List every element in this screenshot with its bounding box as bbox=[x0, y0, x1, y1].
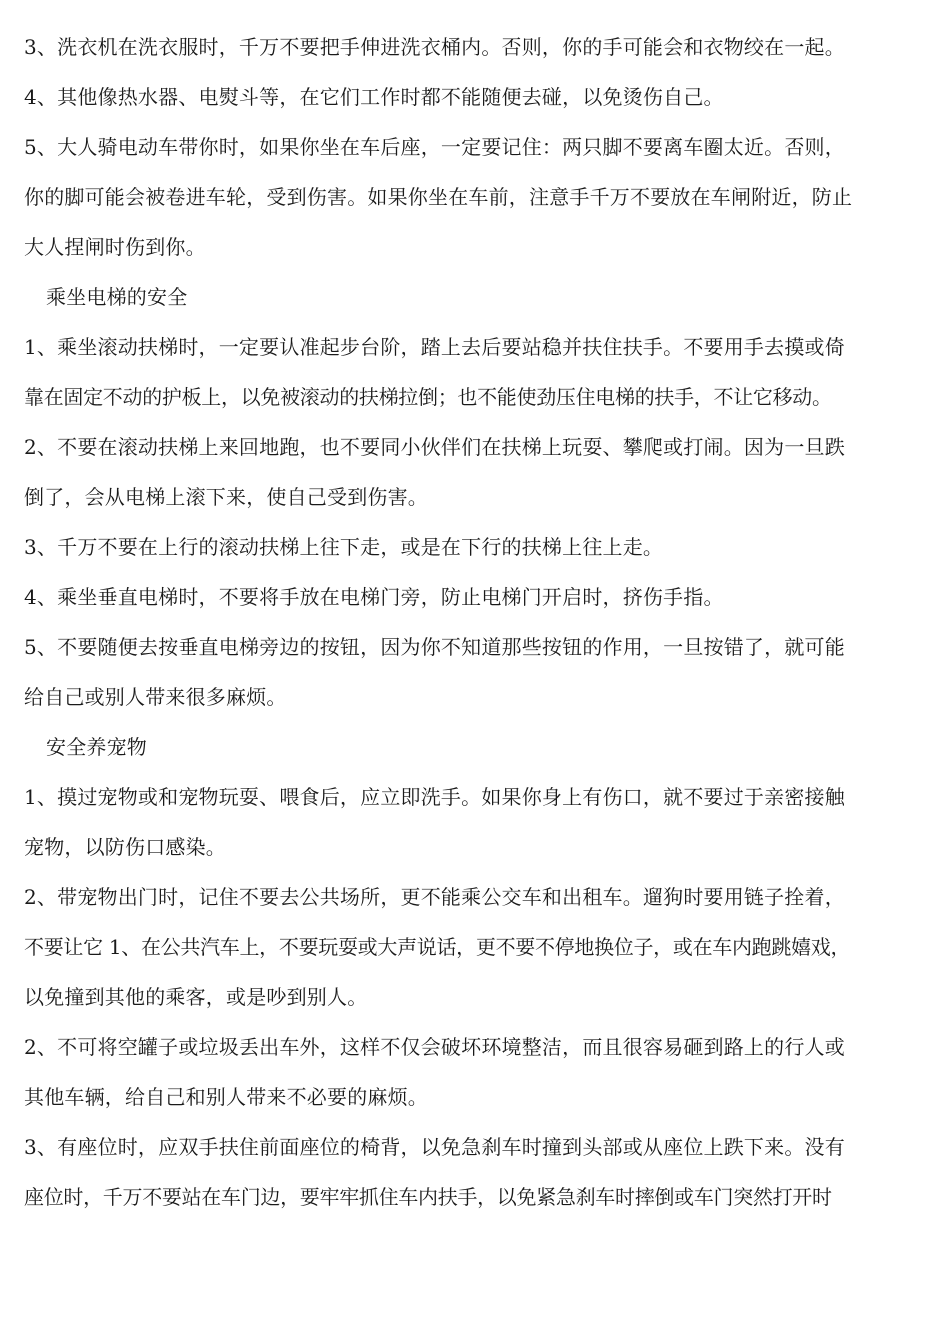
paragraph-line: 4、其他像热水器、电熨斗等，在它们工作时都不能随便去碰，以免烫伤自己。 bbox=[24, 85, 724, 109]
paragraph-line: 大人捏闸时伤到你。 bbox=[24, 235, 206, 259]
paragraph-line: 给自己或别人带来很多麻烦。 bbox=[24, 685, 287, 709]
document-page bbox=[24, 22, 942, 1222]
paragraph-line: 其他车辆，给自己和别人带来不必要的麻烦。 bbox=[24, 1085, 428, 1109]
paragraph-line: 靠在固定不动的护板上，以免被滚动的扶梯拉倒；也不能使劲压住电梯的扶手，不让它移动。 bbox=[24, 385, 832, 409]
paragraph-line: 以免撞到其他的乘客，或是吵到别人。 bbox=[24, 985, 368, 1009]
paragraph-line: 座位时，千万不要站在车门边，要牢牢抓住车内扶手，以免紧急刹车时摔倒或车门突然打开时 bbox=[24, 1185, 832, 1209]
paragraph-line: 2、带宠物出门时，记住不要去公共场所，更不能乘公交车和出租车。遛狗时要用链子拴着， bbox=[24, 885, 845, 909]
paragraph-line: 2、不要在滚动扶梯上来回地跑，也不要同小伙伴们在扶梯上玩耍、攀爬或打闹。因为一旦跌 bbox=[24, 435, 845, 459]
paragraph-line: 倒了，会从电梯上滚下来，使自己受到伤害。 bbox=[24, 485, 428, 509]
section-heading-pets: 安全养宠物 bbox=[46, 735, 147, 759]
paragraph-line: 宠物，以防伤口感染。 bbox=[24, 835, 226, 859]
paragraph-line: 5、不要随便去按垂直电梯旁边的按钮，因为你不知道那些按钮的作用，一旦按错了，就可能 bbox=[24, 635, 845, 659]
paragraph-line: 你的脚可能会被卷进车轮，受到伤害。如果你坐在车前，注意手千万不要放在车闸附近，防止 bbox=[24, 185, 853, 209]
paragraph-line: 5、大人骑电动车带你时，如果你坐在车后座，一定要记住：两只脚不要离车圈太近。否则， bbox=[24, 135, 845, 159]
paragraph-line: 3、洗衣机在洗衣服时，千万不要把手伸进洗衣桶内。否则，你的手可能会和衣物绞在一起。 bbox=[24, 35, 845, 59]
paragraph-line: 4、乘坐垂直电梯时，不要将手放在电梯门旁，防止电梯门开启时，挤伤手指。 bbox=[24, 585, 724, 609]
paragraph-line: 3、有座位时，应双手扶住前面座位的椅背，以免急刹车时撞到头部或从座位上跌下来。没有 bbox=[24, 1135, 845, 1159]
paragraph-line: 1、摸过宠物或和宠物玩耍、喂食后，应立即洗手。如果你身上有伤口，就不要过于亲密接触 bbox=[24, 785, 845, 809]
section-heading-elevator: 乘坐电梯的安全 bbox=[46, 285, 188, 309]
paragraph-line: 2、不可将空罐子或垃圾丢出车外，这样不仅会破坏环境整洁，而且很容易砸到路上的行人或 bbox=[24, 1035, 845, 1059]
paragraph-line: 3、千万不要在上行的滚动扶梯上往下走，或是在下行的扶梯上往上走。 bbox=[24, 535, 664, 559]
paragraph-line: 1、乘坐滚动扶梯时，一定要认准起步台阶，踏上去后要站稳并扶住扶手。不要用手去摸或倚 bbox=[24, 335, 845, 359]
paragraph-line: 不要让它 1、在公共汽车上，不要玩耍或大声说话，更不要不停地换位子，或在车内跑跳嬉戏， bbox=[24, 935, 851, 959]
